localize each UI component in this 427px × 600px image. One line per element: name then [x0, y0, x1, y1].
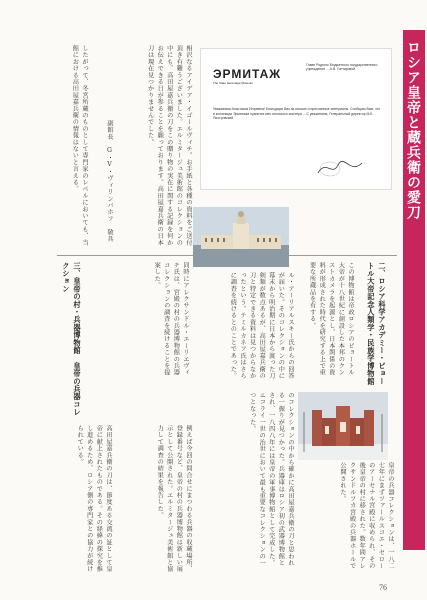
text-column-top-right: 相沢なるアイデア・イゴールヴィチ。お手紙と各種の資料をご送付頂き有難うございました。エルミタージュ美術館のコレクションの中にも、高田屋嘉兵衛の刀をこの贈り物の実在に関する記録を何かお伝えできる日が参ることを願っております。高田屋嘉兵衛の日本刀は現在見つかりませんでした。 — [146, 45, 192, 246]
text-column-bottom-left: 例えば今回の問合せにまつわる兵器の収蔵場所、登録番号など、皇帝の村の兵器博物館は新しい展示として公開された。エルミタージュ美術館と協力して調査の結果を報告した。 — [156, 425, 192, 573]
text-column-bottom-right: 皇帝の兵器コレクションは、一八二七年にまずツァールスコエ・セローのアーセナル宮殿に収められ、その後皇帝の村に移された。数年間アレクサンドルフカ宮殿の兵器ホールで公開された。 — [338, 462, 394, 570]
letter-body: Уважаемая Анастасия Игоревна! Благодарю Вас за письмо и присланные материалы. Сообщаю Вам, что в коллекции Эрмитажа хранится меч японского мастера ... С уважением, Генеральный директор М.Б. Пиотровский — [213, 107, 380, 121]
hermitage-logo-subtitle: The State Hermitage Museum — [213, 81, 254, 85]
text-column-mid-body: ル・アーリアルスキー氏からの回答が届いた。そのコレクションの中に幕末から明治期に日本から渡った刀剣類が数点あるが、高田屋嘉兵衛の刀と特定できる資料は見つからなかったという。テミルカネフ氏はさらに調査を続けるとのことであった。 — [229, 272, 294, 380]
text-column-mid-right: この博物館は帝政ロシアのピョートル大帝が十八世紀に創設した本邦のクンストカメラを起源とし、日本関係の資料が形成された時代を研究する上で重要な所蔵品を有する。 — [308, 262, 354, 376]
hermitage-logo — [213, 67, 283, 83]
text-column-mid-left: 同時にアレクサンドル・エーリエヴィチ氏は、宮殿の村の兵器博物館の兵器コレクションの調査を続けることを提案した。 — [153, 262, 189, 376]
kunstkamera-photo — [193, 207, 289, 267]
heading-kunstkamera: 二、ロシア科学アカデミー・ピョートル大帝記念人類学・民族学博物館 — [366, 262, 387, 386]
letter-address: Главе Родного Бюджетного государственного учреждения ... А.В. Гонтаровой — [306, 63, 378, 72]
text-column-top-left: したがって、冬宮所蔵のものとして専門家のレベルにおいても、当館における高田屋嘉兵衛の情報はないと言える。 — [71, 45, 88, 246]
text-column-bottom-leftmost: 高田屋嘉兵衛の刀は、節度ある交流の証として皇帝に献上されたものである。その経緯の探究を推し進めるため、ロシア側の専門家との協力が続けられている。 — [76, 425, 112, 573]
page-number: 76 — [379, 583, 387, 592]
section-title: ロシア皇帝と蔵兵衛の愛刀 — [405, 40, 421, 220]
hermitage-letter-image — [200, 48, 392, 190]
arsenal-photo — [298, 392, 388, 460]
hermitage-logo-text: ЭРМИТАЖ — [213, 67, 282, 81]
text-column-signoff: 副館長 G・V・ヴィリンバホフ 敬具 — [106, 120, 113, 243]
signature-image — [316, 157, 366, 179]
heading-tsarskoye-arsenal: 三、皇帝の村・兵器博物館 皇帝の兵器コレクション — [61, 262, 82, 416]
text-column-bottom-mid: のコレクションの中から確かに高田屋嘉兵衛の刀と思われる一振りが見つかった。兵器庫はロシア初の武器博物館とされ、一八四八年には皇帝の軍事博物館として完成した。ニコライ一世の治世において最も重要なコレクションの一つとなった。 — [248, 392, 294, 567]
